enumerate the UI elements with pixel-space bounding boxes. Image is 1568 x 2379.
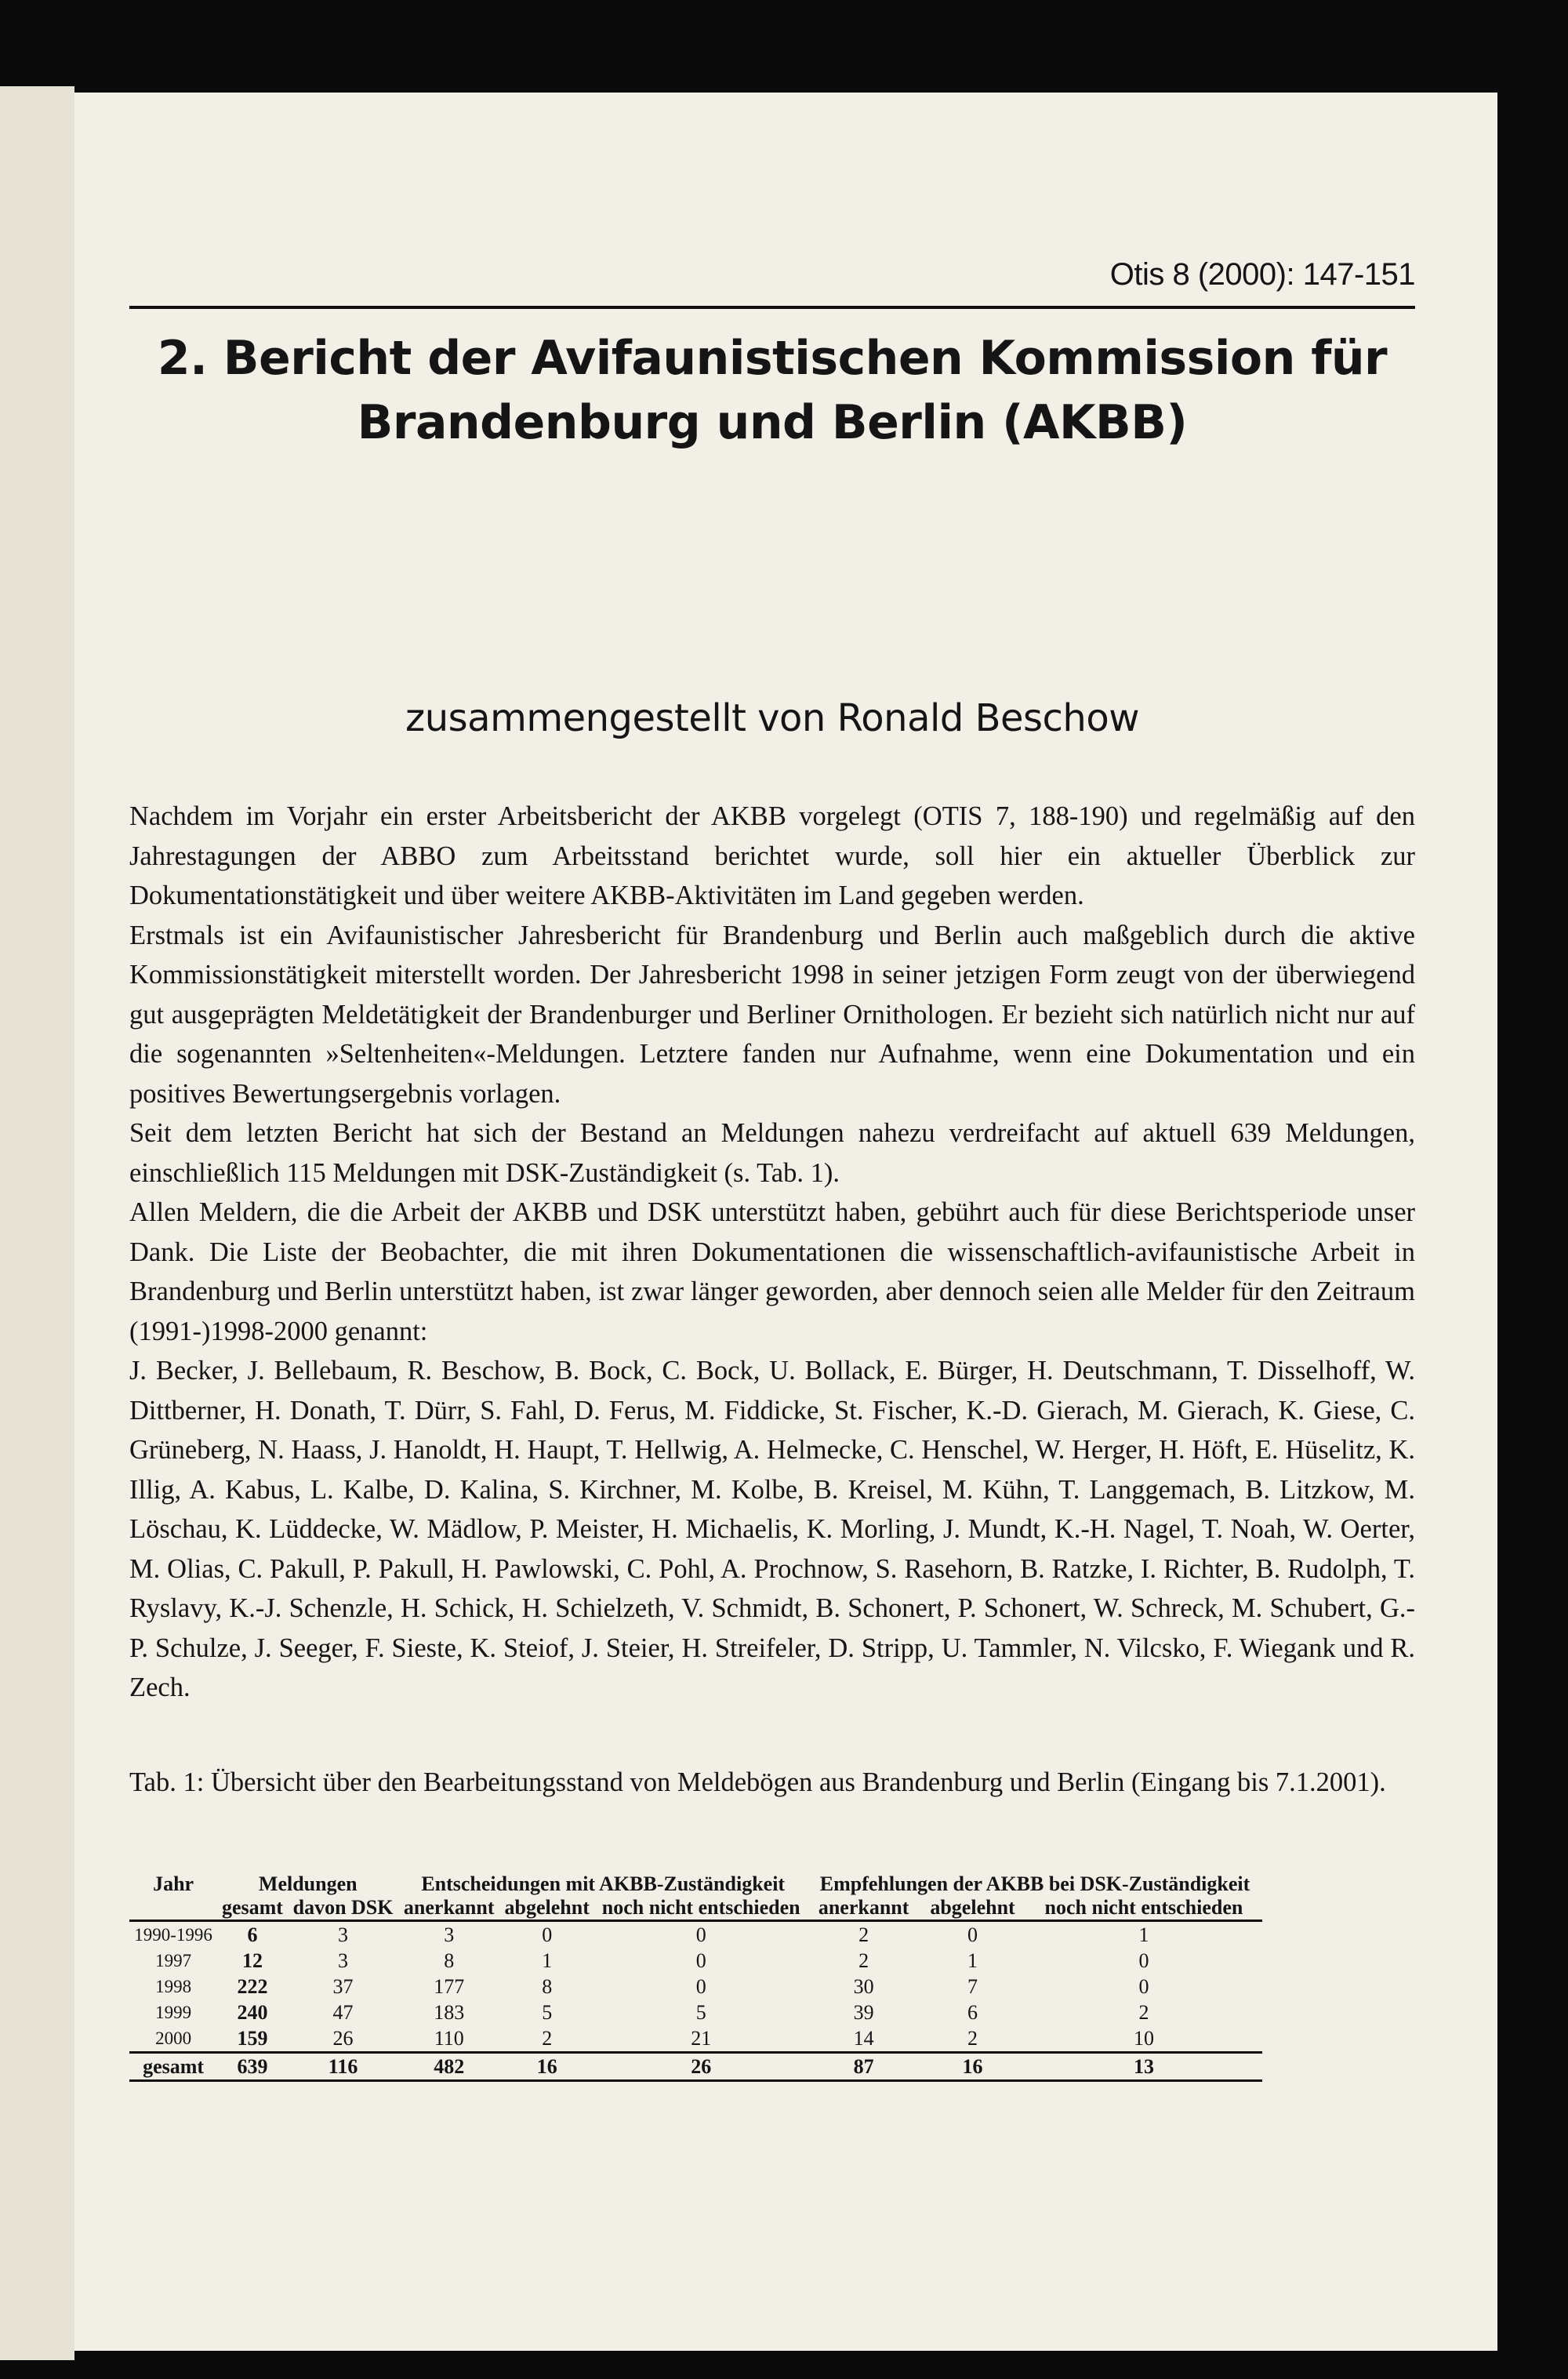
col-header: anerkannt xyxy=(398,1896,499,1921)
col-group-meldungen: Meldungen xyxy=(258,1872,358,1895)
col-header: abgelehnt xyxy=(499,1896,594,1921)
table-row: 1997 12 3 8 1 0 2 1 0 xyxy=(155,1949,1149,1972)
col-header: noch nicht entschieden xyxy=(594,1896,808,1921)
table-caption: Tab. 1: Übersicht über den Bearbeitungsstand von Meldebögen aus Brandenburg und Berlin (Eingang bis 7.1.2001). xyxy=(129,1767,1386,1797)
paragraph: Erstmals ist ein Avifaunistischer Jahresbericht für Brandenburg und Berlin auch maßgeblich durch die aktive Kommissionstätigkeit miterstellt worden. Der Jahresbericht 1998 in seiner jetzigen Form zeugt von der überwiegend gut ausgeprägten Meldetätigkeit der Brandenburger und Berliner Ornithologen. Er bezieht sich natürlich nicht nur auf die sogenannten »Seltenheiten«-Meldungen. Letztere fanden nur Aufnahme, wenn eine Dokumentation und ein positives Bewertungsergebnis vorlagen. xyxy=(129,920,1415,1109)
paragraph: Nachdem im Vorjahr ein erster Arbeitsbericht der AKBB vorgelegt (OTIS 7, 188-190) und regelmäßig auf den Jahrestagungen der ABBO zum Arbeitsstand berichtet wurde, soll hier ein aktueller Überblick zur Dokumentationstätigkeit und über weitere AKBB-Aktivitäten im Land gegeben werden. xyxy=(129,801,1415,910)
left-page-edge xyxy=(0,86,74,2360)
table-row: 1999 240 47 183 5 5 39 6 2 xyxy=(155,2000,1149,2024)
title-line-1: 2. Bericht der Avifaunistischen Kommission für xyxy=(157,331,1388,386)
col-header: noch nicht entschieden xyxy=(1025,1896,1262,1921)
col-group-empfehlungen: Empfehlungen der AKBB bei DSK-Zuständigkeit xyxy=(819,1872,1250,1895)
table-row: 2000 159 26 110 2 21 14 2 10 xyxy=(155,2026,1154,2050)
paragraph: Seit dem letzten Bericht hat sich der Bestand an Meldungen nahezu verdreifacht auf aktuell 639 Meldungen, einschließlich 115 Meldungen mit DSK-Zuständigkeit (s. Tab. 1). xyxy=(129,1118,1415,1188)
statistics-table xyxy=(129,1872,1262,2082)
table-row: 1990-1996 6 3 3 0 0 2 0 1 xyxy=(134,1923,1149,1946)
col-group-entscheidungen: Entscheidungen mit AKBB-Zuständigkeit xyxy=(421,1872,786,1895)
header-rule xyxy=(129,306,1415,309)
col-header: gesamt xyxy=(217,1896,288,1921)
observer-list: J. Becker, J. Bellebaum, R. Beschow, B. Bock, C. Bock, U. Bollack, E. Bürger, H. Deutschmann, T. Disselhoff, W. Dittberner, H. Donath, T. Dürr, S. Fahl, D. Ferus, M. Fiddicke, St. Fischer, K.-D. Gierach, M. Gierach, K. Giese, C. Grüneberg, N. Haass, J. Hanoldt, H. Haupt, T. Hellwig, A. Helmecke, C. Henschel, W. Herger, H. Höft, E. Hüselitz, K. Illig, A. Kabus, L. Kalbe, D. Kalina, S. Kirchner, M. Kolbe, B. Kreisel, M. Kühn, T. Langgemach, B. Litzkow, M. Löschau, K. Lüddecke, W. Mädlow, P. Meister, H. Michaelis, K. Morling, J. Mundt, K.-H. Nagel, T. Noah, W. Oerter, M. Olias, C. Pakull, P. Pakull, H. Pawlowski, C. Pohl, A. Prochnow, S. Rasehorn, B. Ratzke, I. Richter, B. Rudolph, T. Ryslavy, K.-J. Schenzle, H. Schick, H. Schielzeth, V. Schmidt, B. Schonert, P. Schonert, W. Schreck, M. Schubert, G.-P. Schulze, J. Seeger, F. Sieste, K. Steiof, J. Steier, H. Streifeler, D. Stripp, U. Tammler, N. Vilcsko, F. Wiegank und R. Zech. xyxy=(129,1356,1415,1702)
paragraph: Allen Meldern, die die Arbeit der AKBB und DSK unterstützt haben, gebührt auch für diese Berichtsperiode unser Dank. Die Liste der Beobachter, die mit ihren Dokumentationen die wissenschaftlich-avifaunistische Arbeit in Brandenburg und Berlin unterstützt haben, ist zwar länger geworden, aber dennoch seien alle Melder für den Zeitraum (1991-)1998-2000 genannt: xyxy=(129,1197,1415,1346)
table-total-row: gesamt 639 116 482 16 26 87 16 13 xyxy=(129,2053,1262,2081)
col-header: anerkannt xyxy=(808,1896,920,1921)
col-header: abgelehnt xyxy=(920,1896,1025,1921)
author-line: zusammengestellt von Ronald Beschow xyxy=(405,696,1139,740)
article-body xyxy=(129,797,1415,1708)
article-title xyxy=(129,326,1415,455)
col-header-jahr: Jahr xyxy=(153,1872,194,1895)
table-row: 1998 222 37 177 8 0 30 7 0 xyxy=(155,1974,1149,1998)
running-head: Otis 8 (2000): 147-151 xyxy=(1109,257,1415,292)
page-content xyxy=(129,93,1415,2351)
document-page xyxy=(74,93,1497,2351)
title-line-2: Brandenburg und Berlin (AKBB) xyxy=(357,395,1188,450)
col-header: davon DSK xyxy=(288,1896,399,1921)
